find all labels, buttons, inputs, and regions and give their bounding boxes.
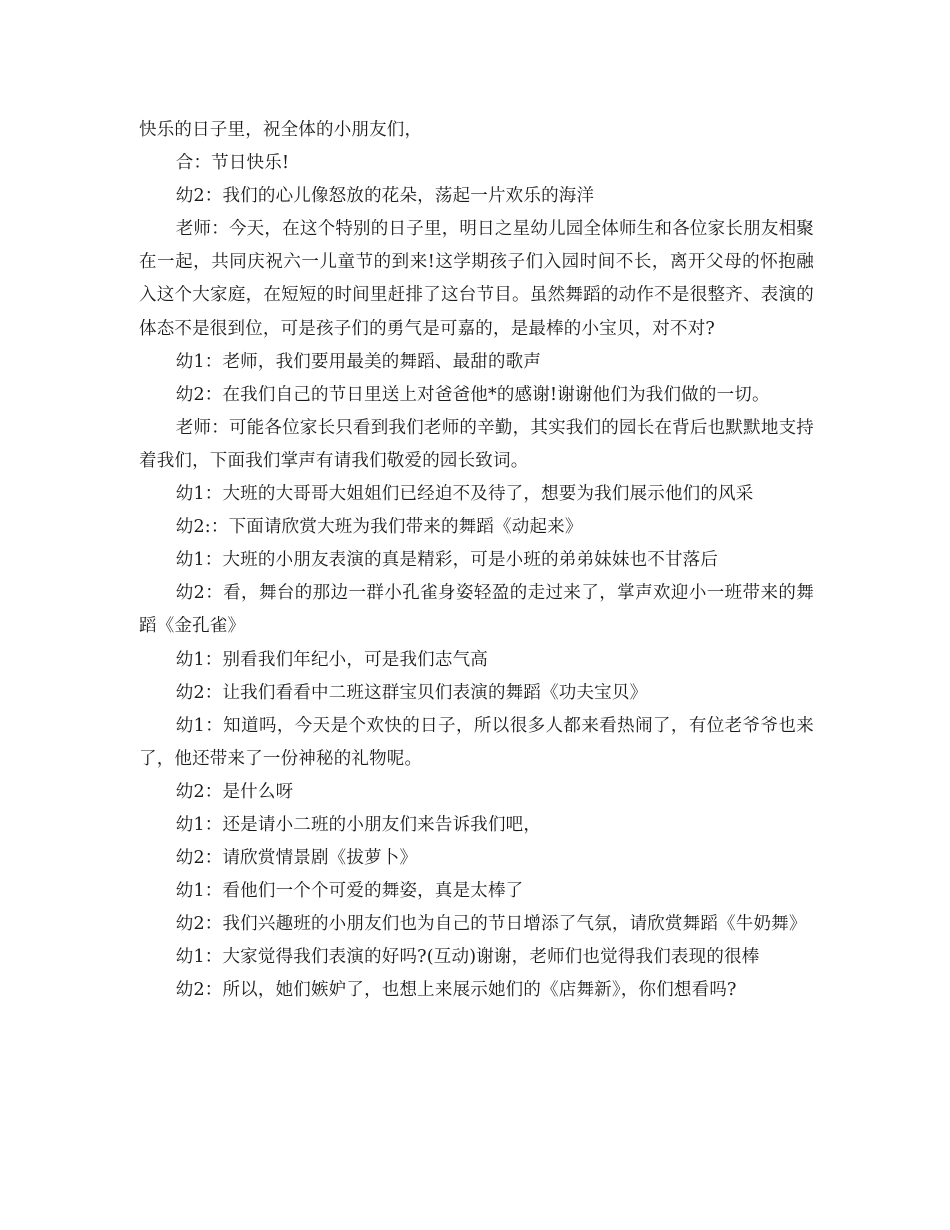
paragraph-13: 幼2：让我们看看中二班这群宝贝们表演的舞蹈《功夫宝贝》 xyxy=(175,682,648,703)
paragraph-5: 幼1：老师，我们要用最美的舞蹈、最甜的歌声 xyxy=(175,351,542,372)
paragraph-11: 幼2：看，舞台的那边一群小孔雀身姿轻盈的走过来了，掌声欢迎小一班带来的舞蹈《金孔雀》 xyxy=(139,583,814,637)
paragraph-19: 幼2：我们兴趣班的小朋友们也为自己的节日增添了气氛，请欣赏舞蹈《牛奶舞》 xyxy=(175,914,807,935)
paragraph-17: 幼2：请欣赏情景剧《拔萝卜》 xyxy=(175,848,418,869)
paragraph-18: 幼1：看他们一个个可爱的舞姿，真是太棒了 xyxy=(175,881,524,902)
paragraph-14: 幼1：知道吗，今天是个欢快的日子，所以很多人都来看热闹了，有位老爷爷也来了，他还带来了一份神秘的礼物呢。 xyxy=(139,715,814,769)
paragraph-1: 快乐的日子里，祝全体的小朋友们， xyxy=(139,120,423,140)
paragraph-12: 幼1：别看我们年纪小，可是我们志气高 xyxy=(175,649,488,670)
paragraph-15: 幼2：是什么呀 xyxy=(175,781,294,802)
paragraph-7: 老师：可能各位家长只看到我们老师的辛勤，其实我们的园长在背后也默默地支持着我们，下面我们掌声有请我们敬爱的园长致词。 xyxy=(139,417,814,471)
paragraph-4: 老师：今天，在这个特别的日子里，明日之星幼儿园全体师生和各位家长朋友相聚在一起，共同庆祝六一儿童节的到来!这学期孩子们入园时间不长，离开父母的怀抱融入这个大家庭，在短短的时间里赶排了这台节目。虽然舞蹈的动作不是很整齐、表演的体态不是很到位，可是孩子们的勇气是可嘉的，是最棒的小宝贝，对不对? xyxy=(139,219,814,339)
paragraph-8: 幼1：大班的大哥哥大姐姐们已经迫不及待了，想要为我们展示他们的风采 xyxy=(175,484,754,505)
paragraph-21: 幼2：所以，她们嫉妒了，也想上来展示她们的《店舞新》，你们想看吗? xyxy=(175,980,737,1001)
document-page xyxy=(139,114,814,1008)
paragraph-2: 合：节日快乐! xyxy=(175,153,290,174)
paragraph-9: 幼2:：下面请欣赏大班为我们带来的舞蹈《动起来》 xyxy=(175,517,583,538)
paragraph-16: 幼1：还是请小二班的小朋友们来告诉我们吧， xyxy=(175,814,542,835)
paragraph-3: 幼2：我们的心儿像怒放的花朵，荡起一片欢乐的海洋 xyxy=(175,186,595,207)
paragraph-10: 幼1：大班的小朋友表演的真是精彩，可是小班的弟弟妹妹也不甘落后 xyxy=(175,550,719,571)
paragraph-20: 幼1：大家觉得我们表演的好吗?(互动)谢谢，老师们也觉得我们表现的很棒 xyxy=(175,947,760,968)
paragraph-6: 幼2：在我们自己的节日里送上对爸爸他*的感谢!谢谢他们为我们做的一切。 xyxy=(175,384,770,405)
